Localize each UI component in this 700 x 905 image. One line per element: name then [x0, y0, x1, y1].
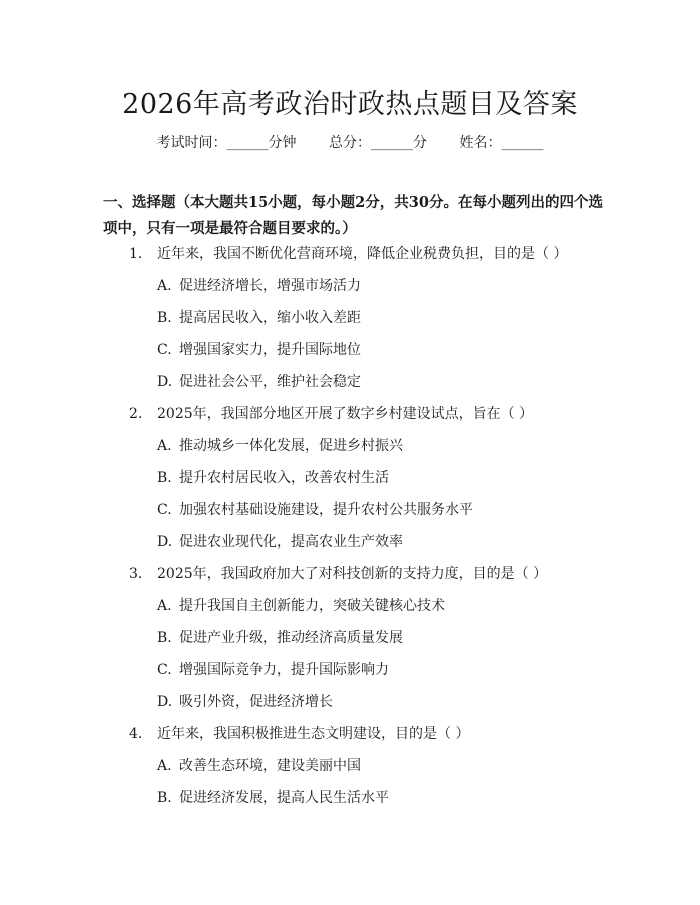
exam-score: 总分：______分 — [329, 135, 427, 151]
option — [0, 494, 700, 526]
option — [0, 686, 700, 718]
option — [0, 430, 700, 462]
option — [0, 302, 700, 334]
option-letter: A. — [157, 598, 172, 614]
option-letter: C. — [157, 662, 172, 678]
option-text: 促进经济发展，提高人民生活水平 — [179, 790, 389, 806]
option-letter: B. — [157, 310, 172, 326]
option-text: 促进社会公平，维护社会稳定 — [179, 374, 361, 390]
option-letter: C. — [157, 342, 172, 358]
exam-time: 考试时间：______分钟 — [156, 135, 297, 151]
option — [0, 654, 700, 686]
option-text: 改善生态环境，建设美丽中国 — [179, 758, 361, 774]
question-text: 近年来，我国积极推进生态文明建设，目的是（ ） — [157, 726, 470, 742]
option — [0, 270, 700, 302]
option-letter: A. — [157, 438, 172, 454]
question-number: 1. — [129, 246, 143, 262]
option-text: 增强国家实力，提升国际地位 — [179, 342, 361, 358]
option — [0, 622, 700, 654]
question-text: 2025年，我国部分地区开展了数字乡村建设试点，旨在（ ） — [157, 406, 534, 422]
question-text: 近年来，我国不断优化营商环境，降低企业税费负担，目的是（ ） — [157, 246, 568, 262]
section-heading: 一、选择题（本大题共15小题，每小题2分，共30分。在每小题列出的四个选项中，只有一项是最符合题目要求的。） — [103, 194, 603, 237]
question — [0, 398, 700, 430]
option-letter: D. — [157, 374, 173, 390]
question — [0, 558, 700, 590]
option-text: 提升我国自主创新能力，突破关键核心技术 — [179, 598, 445, 614]
option — [0, 462, 700, 494]
option — [0, 782, 700, 814]
question-text: 2025年，我国政府加大了对科技创新的支持力度，目的是（ ） — [157, 566, 548, 582]
option-text: 提高居民收入，缩小收入差距 — [179, 310, 361, 326]
question-number: 4. — [129, 726, 143, 742]
option-letter: D. — [157, 694, 173, 710]
option — [0, 334, 700, 366]
page-title: 2026年高考政治时政热点题目及答案 — [122, 89, 578, 120]
option-text: 促进农业现代化，提高农业生产效率 — [179, 534, 403, 550]
option-text: 提升农村居民收入，改善农村生活 — [179, 470, 389, 486]
question-number: 2. — [129, 406, 143, 422]
option-letter: D. — [157, 534, 173, 550]
option-letter: B. — [157, 790, 172, 806]
question — [0, 718, 700, 750]
option-text: 加强农村基础设施建设，提升农村公共服务水平 — [179, 502, 473, 518]
option-letter: C. — [157, 502, 172, 518]
option-letter: B. — [157, 470, 172, 486]
option-text: 促进经济增长，增强市场活力 — [179, 278, 361, 294]
option-text: 吸引外资，促进经济增长 — [179, 694, 333, 710]
option — [0, 590, 700, 622]
option-text: 推动城乡一体化发展，促进乡村振兴 — [179, 438, 403, 454]
option-text: 促进产业升级，推动经济高质量发展 — [179, 630, 403, 646]
exam-meta — [0, 132, 700, 152]
option — [0, 526, 700, 558]
option-text: 增强国际竞争力，提升国际影响力 — [179, 662, 389, 678]
question — [0, 238, 700, 270]
question-list — [0, 238, 700, 814]
exam-name: 姓名：______ — [459, 135, 544, 151]
option — [0, 750, 700, 782]
option-letter: A. — [157, 758, 172, 774]
option-letter: A. — [157, 278, 172, 294]
option — [0, 366, 700, 398]
option-letter: B. — [157, 630, 172, 646]
question-number: 3. — [129, 566, 143, 582]
